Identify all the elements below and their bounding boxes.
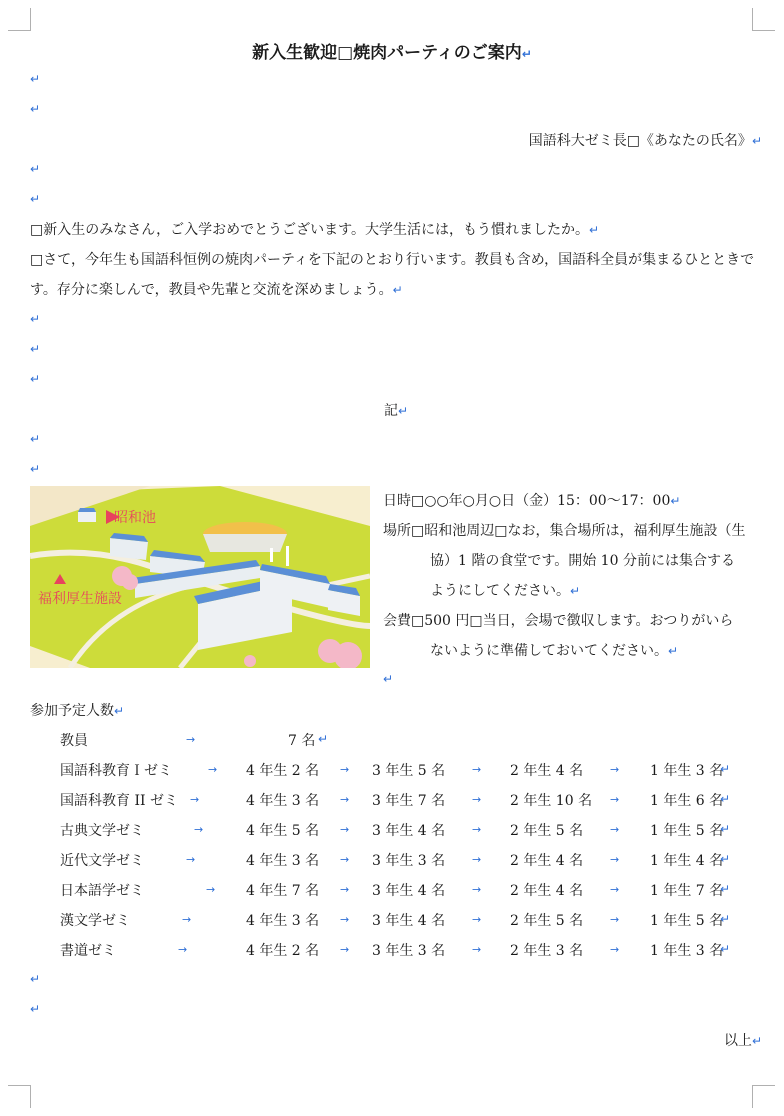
- year3-count: 3 年生 3 名: [372, 943, 446, 959]
- year2-count: 2 年生 3 名: [510, 943, 584, 959]
- year2-count: 2 年生 5 名: [510, 823, 584, 839]
- map-label-pond: 昭和池: [114, 510, 156, 526]
- page-title: 新入生歓迎□焼肉パーティのご案内↵: [252, 43, 532, 63]
- closing-ijou: 以上↵: [723, 1033, 762, 1049]
- seminar-name: 国語科教育 II ゼミ: [60, 793, 178, 809]
- intro-paragraph-1: □新入生のみなさん，ご入学おめでとうございます。大学生活には，もう慣れましたか。↵: [30, 222, 600, 238]
- year2-count: 2 年生 5 名: [510, 913, 584, 929]
- seminar-name: 近代文学ゼミ: [60, 853, 144, 869]
- paragraph-mark: ↵: [30, 462, 41, 476]
- fee-line-1: 会費□500 円□当日，会場で徴収します。おつりがいら: [383, 613, 734, 629]
- paragraph-mark: ↵: [30, 372, 41, 386]
- campus-map-illustration: [30, 486, 370, 668]
- year4-count: 4 年生 7 名: [246, 883, 320, 899]
- attendance-heading: 参加予定人数↵: [30, 703, 125, 719]
- seminar-name: 古典文学ゼミ: [60, 823, 144, 839]
- ki-heading: 記↵: [384, 403, 409, 419]
- intro-paragraph-2: □さて，今年生も国語科恒例の焼肉パーティを下記のとおり行います。教員も含め，国語科全員が集まるひとときです。存分に楽しんで，教員や先輩と交流を深めましょう。↵: [30, 252, 755, 298]
- teachers-count: 7 名: [288, 733, 316, 749]
- year3-count: 3 年生 5 名: [372, 763, 446, 779]
- teachers-label: 教員: [60, 733, 88, 749]
- seminar-name: 国語科教育Ｉゼミ: [60, 763, 172, 779]
- year3-count: 3 年生 4 名: [372, 823, 446, 839]
- map-label-facility: 福利厚生施設: [38, 591, 122, 607]
- seminar-name: 日本語学ゼミ: [60, 883, 144, 899]
- year4-count: 4 年生 3 名: [246, 853, 320, 869]
- year2-count: 2 年生 4 名: [510, 883, 584, 899]
- paragraph-mark: ↵: [30, 102, 41, 116]
- year4-count: 4 年生 5 名: [246, 823, 320, 839]
- year2-count: 2 年生 10 名: [510, 793, 593, 809]
- paragraph-mark: ↵: [30, 342, 41, 356]
- paragraph-mark: ↵: [383, 672, 394, 686]
- year4-count: 4 年生 3 名: [246, 913, 320, 929]
- year1-count: 1 年生 4 名: [650, 853, 724, 869]
- paragraph-mark: ↵: [30, 192, 41, 206]
- place-line-3: ようにしてください。↵: [430, 583, 581, 599]
- fee-line-2: ないように準備しておいてください。↵: [430, 643, 679, 659]
- year2-count: 2 年生 4 名: [510, 763, 584, 779]
- crop-mark-top-right: [752, 8, 775, 31]
- year4-count: 4 年生 2 名: [246, 943, 320, 959]
- year3-count: 3 年生 4 名: [372, 883, 446, 899]
- paragraph-mark: ↵: [30, 432, 41, 446]
- paragraph-mark: ↵: [30, 1002, 41, 1016]
- year3-count: 3 年生 4 名: [372, 913, 446, 929]
- place-line-2: 協）1 階の食堂です。開始 10 分前には集合する: [430, 553, 735, 569]
- year3-count: 3 年生 3 名: [372, 853, 446, 869]
- place-line-1: 場所□昭和池周辺□なお，集合場所は，福利厚生施設（生: [383, 523, 746, 539]
- year4-count: 4 年生 2 名: [246, 763, 320, 779]
- datetime-line: 日時□○○年○月○日（金）15：00〜17：00↵: [383, 493, 681, 509]
- crop-mark-top-left: [8, 8, 31, 31]
- year2-count: 2 年生 4 名: [510, 853, 584, 869]
- seminar-name: 漢文学ゼミ: [60, 913, 130, 929]
- crop-mark-bottom-left: [8, 1085, 31, 1108]
- paragraph-mark: ↵: [30, 162, 41, 176]
- year1-count: 1 年生 3 名: [650, 943, 724, 959]
- paragraph-mark: ↵: [30, 972, 41, 986]
- year1-count: 1 年生 6 名: [650, 793, 724, 809]
- year1-count: 1 年生 5 名: [650, 913, 724, 929]
- year1-count: 1 年生 7 名: [650, 883, 724, 899]
- year1-count: 1 年生 3 名: [650, 763, 724, 779]
- paragraph-mark: ↵: [30, 72, 41, 86]
- seminar-name: 書道ゼミ: [60, 943, 116, 959]
- year1-count: 1 年生 5 名: [650, 823, 724, 839]
- paragraph-mark: ↵: [30, 312, 41, 326]
- year4-count: 4 年生 3 名: [246, 793, 320, 809]
- sender-line: 国語科大ゼミ長□《あなたの氏名》↵: [528, 133, 762, 149]
- year3-count: 3 年生 7 名: [372, 793, 446, 809]
- crop-mark-bottom-right: [752, 1085, 775, 1108]
